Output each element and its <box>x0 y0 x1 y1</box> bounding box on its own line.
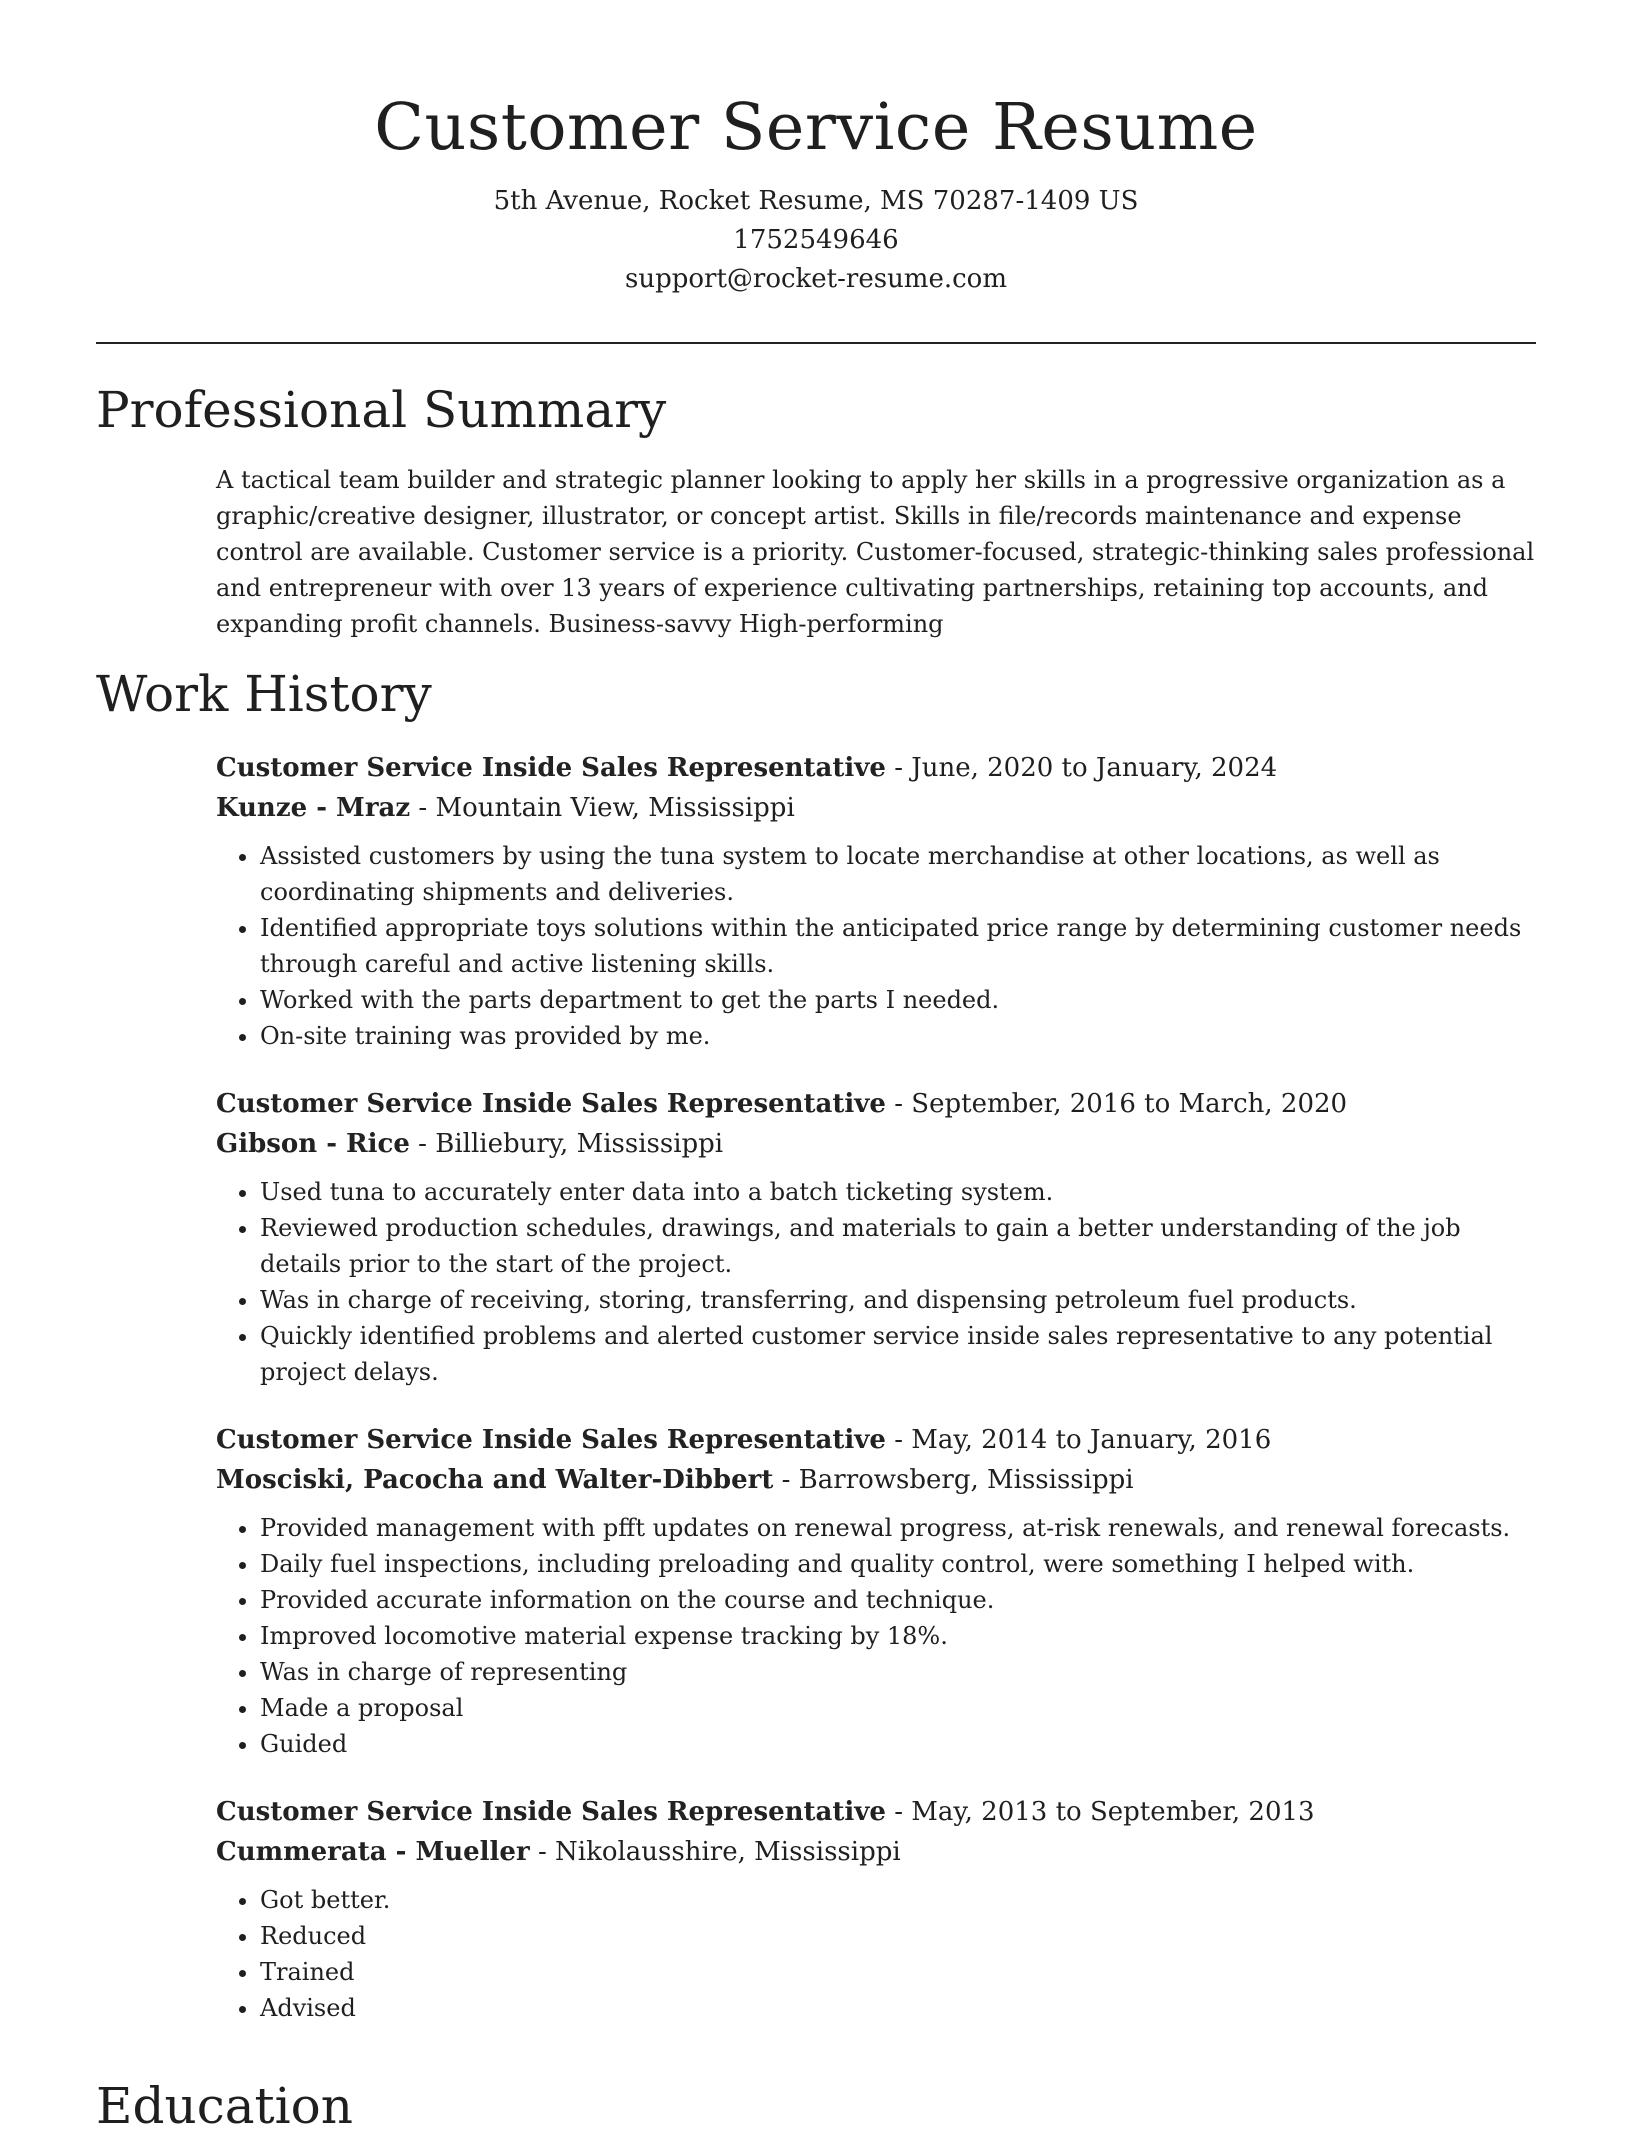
resume-title: Customer Service Resume <box>374 90 1258 165</box>
address-line: 5th Avenue, Rocket Resume, MS 70287-1409 US <box>493 186 1139 216</box>
job-dates: May, 2014 to January, 2016 <box>911 1425 1272 1455</box>
job-dates: June, 2020 to January, 2024 <box>911 753 1278 783</box>
job-company: Mosciski, Pacocha and Walter-Dibbert <box>216 1465 774 1495</box>
phone-line: 1752549646 <box>733 225 899 255</box>
job-bullet: • Quickly identified problems and alerted customer service inside sales representative to any potential project delays. <box>260 1318 1536 1390</box>
job-bullet: • Was in charge of receiving, storing, transferring, and dispensing petroleum fuel products. <box>260 1282 1536 1318</box>
job-title-line <box>216 748 1536 788</box>
job-bullet: • Guided <box>260 1726 1536 1762</box>
job-bullet: • Daily fuel inspections, including preloading and quality control, were something I helped with. <box>260 1546 1536 1582</box>
job-company: Gibson - Rice <box>216 1129 410 1159</box>
job-location: Mountain View, Mississippi <box>435 793 795 823</box>
header-divider <box>96 342 1536 344</box>
job-bullet: • Provided accurate information on the course and technique. <box>260 1582 1536 1618</box>
separator: - <box>773 1465 799 1495</box>
job-location: Billiebury, Mississippi <box>435 1129 724 1159</box>
job-bullet: • Improved locomotive material expense tracking by 18%. <box>260 1618 1536 1654</box>
summary-text: A tactical team builder and strategic planner looking to apply her skills in a progressive organization as a graphic/creative designer, illustrator, or concept artist. Skills in file/records maintenance and expense control are available. Customer service is a priority. Customer-focused, strategic-thinking sales professional and entrepreneur with over 13 years of experience cultivating partnerships, retaining top accounts, and expanding profit channels. Business-savvy High-performing <box>216 466 1535 638</box>
job-bullet: • Trained <box>260 1954 1536 1990</box>
separator: - <box>885 1089 912 1119</box>
job-title: Customer Service Inside Sales Representative <box>216 1425 886 1455</box>
job-dates: September, 2016 to March, 2020 <box>911 1089 1348 1119</box>
job-bullet: • Provided management with pfft updates on renewal progress, at-risk renewals, and renewal forecasts. <box>260 1510 1536 1546</box>
job-bullet-list <box>216 1174 1536 1390</box>
job-bullet: • Assisted customers by using the tuna system to locate merchandise at other locations, as well as coordinating shipments and deliveries. <box>260 838 1536 910</box>
job-location: Barrowsberg, Mississippi <box>798 1465 1134 1495</box>
job-entry <box>216 1084 1536 1390</box>
separator: - <box>409 1129 436 1159</box>
job-company: Kunze - Mraz <box>216 793 411 823</box>
job-bullet: • Made a proposal <box>260 1690 1536 1726</box>
job-entry <box>216 1420 1536 1762</box>
separator: - <box>885 1425 912 1455</box>
separator: - <box>529 1837 556 1867</box>
education-heading: Education <box>96 2077 353 2135</box>
separator: - <box>410 793 436 823</box>
job-bullet: • Reviewed production schedules, drawings, and materials to gain a better understanding of the job details prior to the start of the project. <box>260 1210 1536 1282</box>
job-title-line <box>216 1084 1536 1124</box>
job-title: Customer Service Inside Sales Representative <box>216 1089 886 1119</box>
job-title-line <box>216 1792 1536 1832</box>
job-bullet-list <box>216 838 1536 1054</box>
contact-info <box>96 182 1536 299</box>
job-bullet: • Advised <box>260 1990 1536 2026</box>
job-company-line <box>216 1460 1536 1500</box>
job-location: Nikolausshire, Mississippi <box>555 1837 901 1867</box>
job-title: Customer Service Inside Sales Representative <box>216 753 886 783</box>
work-history-heading: Work History <box>96 665 432 723</box>
job-bullet: • Used tuna to accurately enter data into a batch ticketing system. <box>260 1174 1536 1210</box>
job-bullet: • Reduced <box>260 1918 1536 1954</box>
job-bullet: • Got better. <box>260 1882 1536 1918</box>
job-entry <box>216 748 1536 1054</box>
job-bullet: • On-site training was provided by me. <box>260 1018 1536 1054</box>
job-dates: May, 2013 to September, 2013 <box>911 1797 1315 1827</box>
job-bullet-list <box>216 1510 1536 1762</box>
job-company-line <box>216 1124 1536 1164</box>
work-history-list <box>216 748 1536 2056</box>
email-line: support@rocket-resume.com <box>624 264 1007 294</box>
job-company-line <box>216 1832 1536 1872</box>
job-entry <box>216 1792 1536 2026</box>
separator: - <box>885 1797 912 1827</box>
separator: - <box>885 753 912 783</box>
job-bullet: • Was in charge of representing <box>260 1654 1536 1690</box>
job-title-line <box>216 1420 1536 1460</box>
job-bullet-list <box>216 1882 1536 2026</box>
job-title: Customer Service Inside Sales Representative <box>216 1797 886 1827</box>
job-company-line <box>216 788 1536 828</box>
resume-header <box>96 84 1536 299</box>
job-bullet: • Worked with the parts department to get the parts I needed. <box>260 982 1536 1018</box>
summary-heading: Professional Summary <box>96 381 667 439</box>
job-company: Cummerata - Mueller <box>216 1837 530 1867</box>
job-bullet: • Identified appropriate toys solutions within the anticipated price range by determining customer needs through careful and active listening skills. <box>260 910 1536 982</box>
